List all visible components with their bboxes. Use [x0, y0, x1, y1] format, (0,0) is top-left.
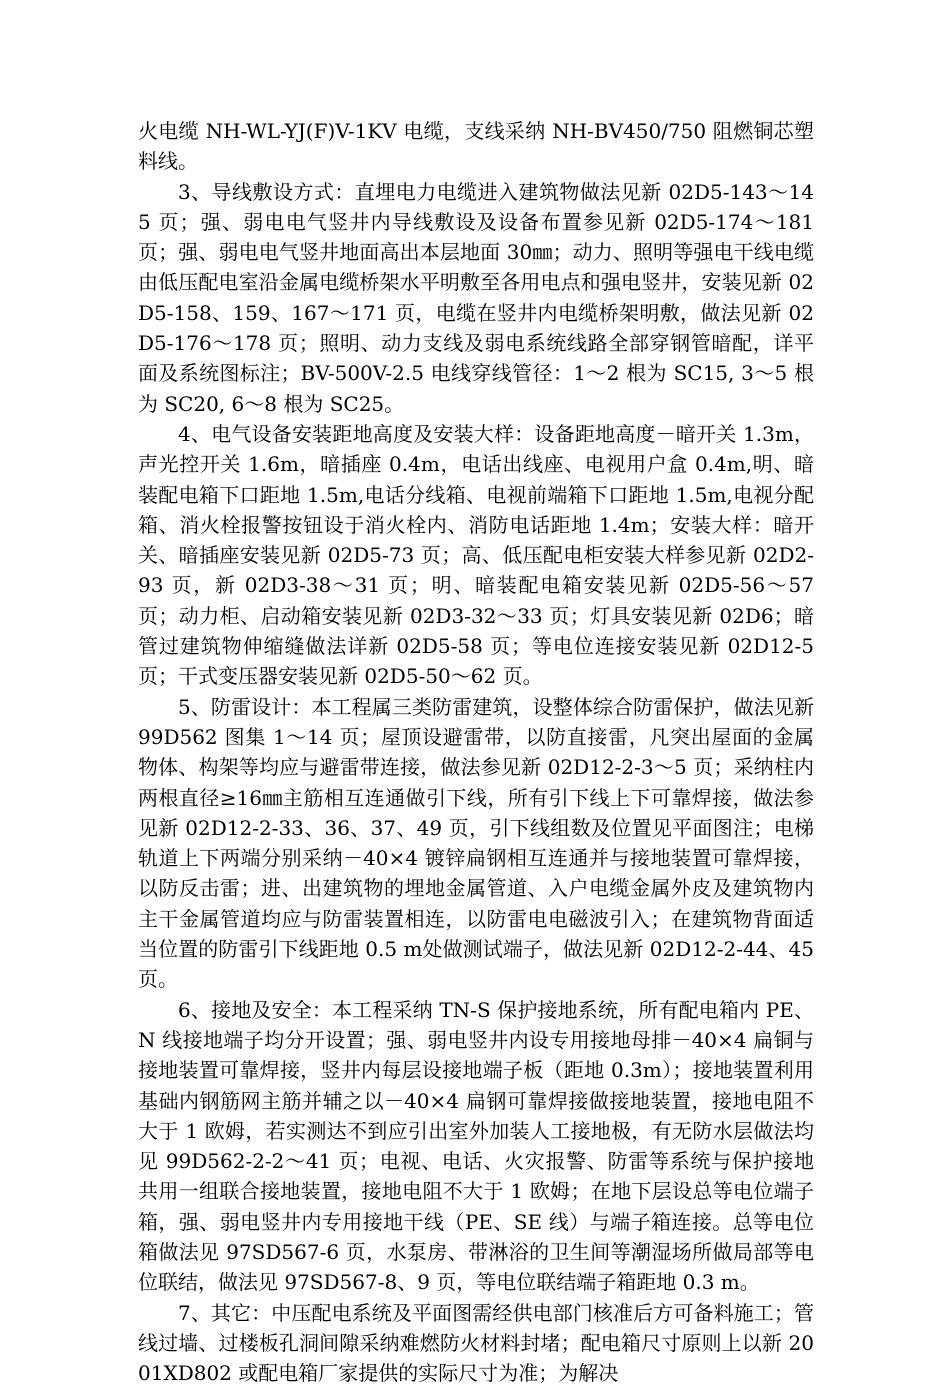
paragraph-other-notes: 7、其它：中压配电系统及平面图需经供电部门核准后方可备料施工；管线过墙、过楼板孔洞间隙采纳难燃防火材料封堵；配电箱尺寸原则上以新 2001XD802 或配电箱厂家提供的实际尺寸为准；为解决: [138, 1300, 814, 1386]
paragraph-lightning-protection: 5、防雷设计：本工程属三类防雷建筑，设整体综合防雷保护，做法见新 99D562 图集 1～14 页；屋顶设避雷带，以防直接雷，凡突出屋面的金属物体、构架等均应与避雷带连接，做法参见新 02D12-2-3～5 页；采纳柱内两根直径≥16㎜主筋相互连通做引下线，所有引下线上下可靠焊接，做法参见新 02D12-2-33、36、37、49 页，引下线组数及位置见平面图注；电梯轨道上下两端分别采纳－40×4 镀锌扁钢相互连通并与接地装置可靠焊接，以防反击雷；进、出建筑物的埋地金属管道、入户电缆金属外皮及建筑物内主干金属管道均应与防雷装置相连，以防雷电电磁波引入；在建筑物背面适当位置的防雷引下线距地 0.5 m处做测试端子，做法见新 02D12-2-44、45 页。: [138, 694, 814, 992]
paragraph-installation-height: 4、电气设备安装距地高度及安装大样：设备距地高度－暗开关 1.3m，声光控开关 1.6m，暗插座 0.4m，电话出线座、电视用户盒 0.4m,明、暗装配电箱下口距地 1.5m,电话分线箱、电视前端箱下口距地 1.5m,电视分配箱、消火栓报警按钮设于消火栓内、消防电话距地 1.4m；安装大样：暗开关、暗插座安装见新 02D5-73 页；高、低压配电柜安装大样参见新 02D2-93 页，新 02D3-38～31 页；明、暗装配电箱安装见新 02D5-56～57 页；动力柜、启动箱安装见新 02D3-32～33 页；灯具安装见新 02D6；暗管过建筑物伸缩缝做法详新 02D5-58 页；等电位连接安装见新 02D12-5 页；干式变压器安装见新 02D5-50～62 页。: [138, 421, 814, 689]
document-page: [138, 116, 814, 1388]
paragraph-wiring-method: 3、导线敷设方式：直埋电力电缆进入建筑物做法见新 02D5-143～145 页；强、弱电电气竖井内导线敷设及设备布置参见新 02D5-174～181 页；强、弱电电气竖井地面高出本层地面 30㎜；动力、照明等强电干线电缆由低压配电室沿金属电缆桥架水平明敷至各用电点和强电竖井，安装见新 02D5-158、159、167～171 页，电缆在竖井内电缆桥架明敷，做法见新 02D5-176～178 页；照明、动力支线及弱电系统线路全部穿钢管暗配，详平面及系统图标注；BV-500V-2.5 电线穿线管径：1～2 根为 SC15, 3～5 根为 SC20, 6～8 根为 SC25。: [138, 179, 814, 416]
paragraph-cable-spec: 火电缆 NH-WL-YJ(F)V-1KV 电缆，支线采纳 NH-BV450/750 阻燃铜芯塑料线。: [138, 119, 814, 174]
paragraph-grounding-safety: 6、接地及安全：本工程采纳 TN-S 保护接地系统，所有配电箱内 PE、N 线接地端子均分开设置；强、弱电竖井内设专用接地母排－40×4 扁铜与接地装置可靠焊接，竖井内每层设接地端子板（距地 0.3m）；接地装置利用基础内钢筋网主筋并辅之以－40×4 扁钢可靠焊接做接地装置，接地电阻不大于 1 欧姆，若实测达不到应引出室外加装人工接地极，有无防水层做法均见 99D562-2-2～41 页；电视、电话、火灾报警、防雷等系统与保护接地共用一组联合接地装置，接地电阻不大于 1 欧姆；在地下层设总等电位端子箱，强、弱电竖井内专用接地干线（PE、SE 线）与端子箱连接。总等电位箱做法见 97SD567-6 页，水泵房、带淋浴的卫生间等潮湿场所做局部等电位联结，做法见 97SD567-8、9 页，等电位联结端子箱距地 0.3 m。: [138, 997, 814, 1295]
